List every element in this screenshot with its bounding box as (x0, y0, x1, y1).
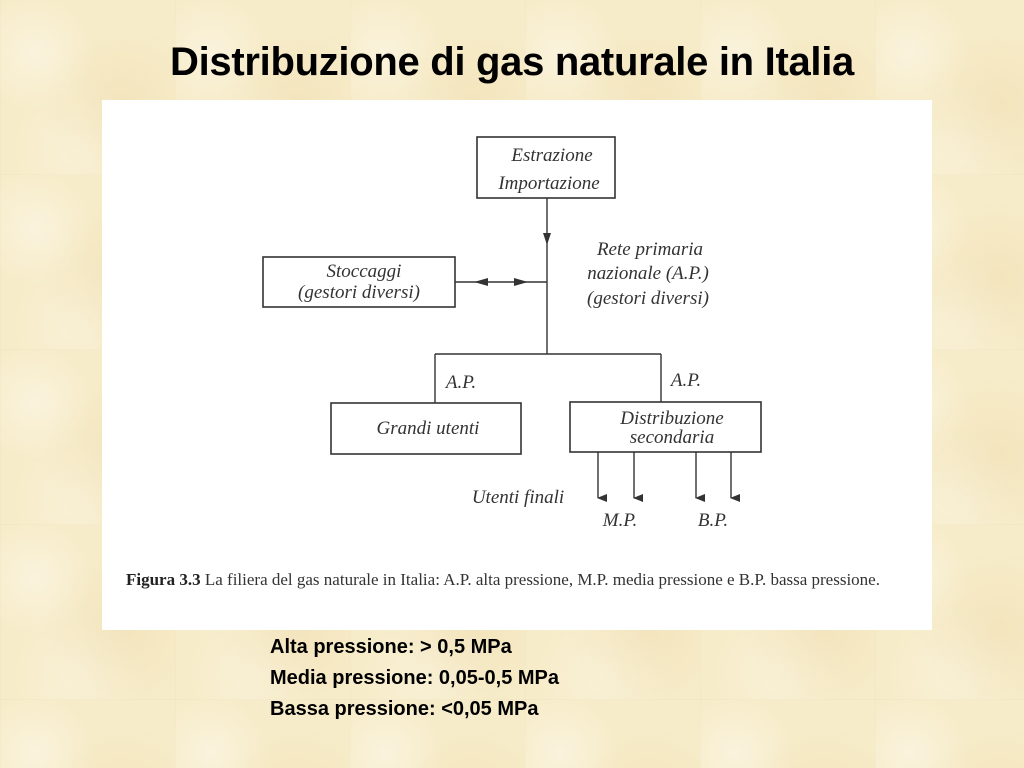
storage-box-line-2: (gestori diversi) (298, 282, 420, 303)
source-box-line-1: Estrazione (511, 145, 593, 166)
note-medium-pressure: Media pressione: 0,05-0,5 MPa (270, 667, 560, 689)
source-box-line-2: Importazione (498, 173, 600, 194)
figure-panel (102, 100, 932, 630)
caption-figure-number: Figura 3.3 (126, 570, 201, 589)
slide-title: Distribuzione di gas naturale in Italia (170, 40, 854, 84)
downward-arrowhead (543, 233, 551, 245)
note-low-pressure: Bassa pressione: <0,05 MPa (270, 698, 539, 720)
caption-text: La filiera del gas naturale in Italia: A.P. alta pressione, M.P. media pressione e B.P. bassa pressione. (204, 570, 880, 589)
secondary-box-line-2: secondaria (629, 427, 715, 448)
bp-label: B.P. (697, 510, 729, 531)
figure-caption (126, 567, 916, 592)
storage-box (263, 257, 455, 307)
arrowhead-right (514, 278, 528, 286)
network-label-line-1: Rete primaria (596, 239, 704, 260)
large-users-box (331, 403, 521, 454)
mp-label: M.P. (602, 510, 638, 531)
branch-left-label: A.P. (445, 372, 477, 393)
primary-network-label (587, 239, 709, 309)
branch-right-label: A.P. (670, 370, 702, 391)
network-label-line-2: nazionale (A.P.) (587, 263, 709, 284)
network-label-line-3: (gestori diversi) (587, 288, 709, 309)
secondary-distribution-box (570, 402, 761, 452)
large-users-label: Grandi utenti (376, 418, 480, 439)
supply-chain-diagram (102, 100, 932, 630)
pressure-notes (270, 632, 559, 725)
secondary-box-line-1: Distribuzione (620, 408, 724, 429)
note-high-pressure: Alta pressione: > 0,5 MPa (270, 636, 512, 658)
storage-box-line-1: Stoccaggi (326, 261, 402, 282)
arrowhead-left (474, 278, 488, 286)
end-users-label: Utenti finali (471, 487, 565, 508)
source-box (477, 137, 615, 198)
